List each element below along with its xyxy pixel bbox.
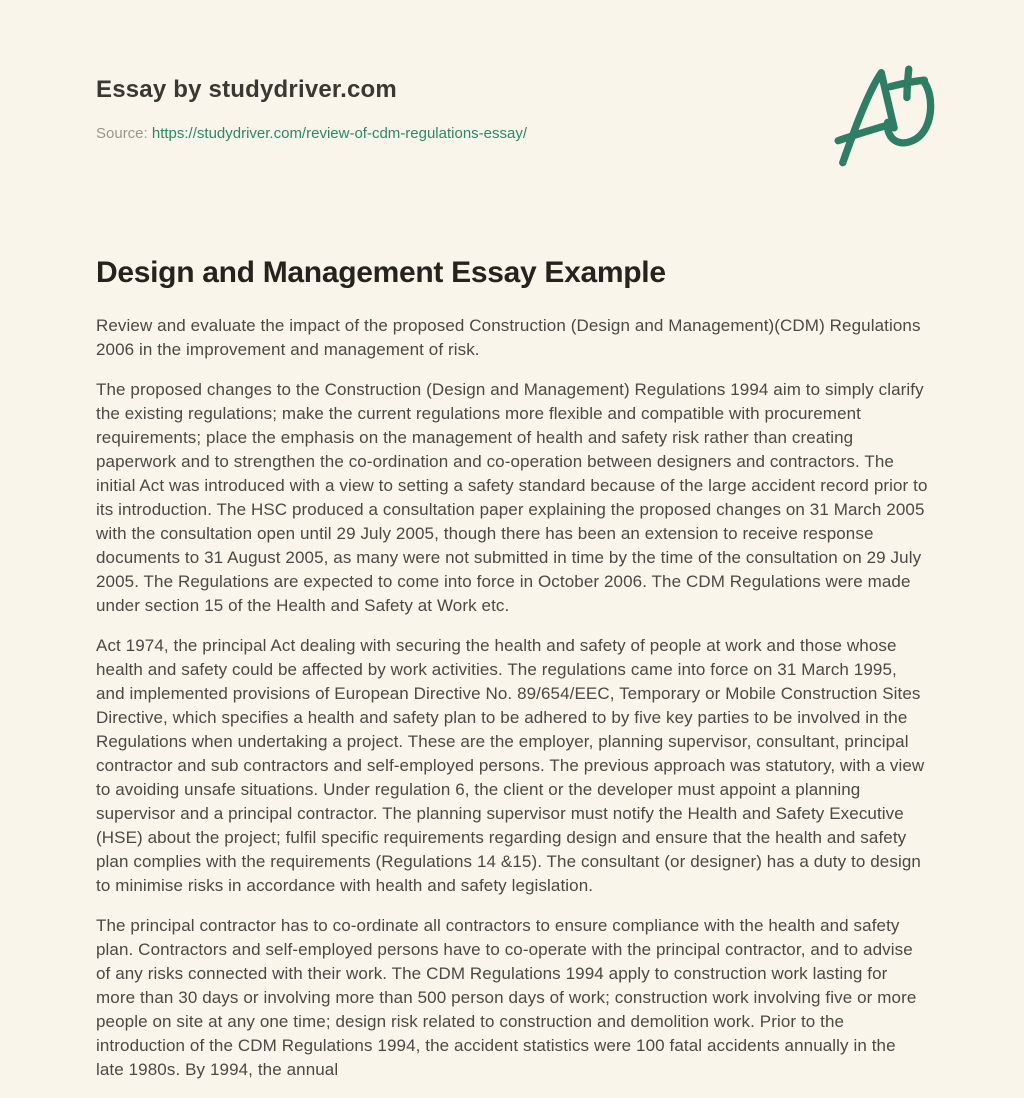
source-link[interactable]: https://studydriver.com/review-of-cdm-regulations-essay/ — [151, 125, 528, 142]
document-header — [96, 76, 928, 144]
source-label: Source: — [96, 125, 148, 142]
source-line — [96, 124, 928, 144]
essay-content — [96, 254, 928, 1082]
page-title: Essay by studydriver.com — [96, 76, 397, 103]
essay-paragraph-4: The principal contractor has to co-ordinate all contractors to ensure compliance with the health and safety plan. Contractors and self-employed persons have to co-operate with the principal contractor, and to advise of any risks connected with their work. The CDM Regulations 1994 apply to construction work lasting for more than 30 days or involving more than 500 person days of work; construction work involving five or more people on site at any one time; design risk related to construction and demolition work. Prior to the introduction of the CDM Regulations 1994, the accident statistics were 100 fatal accidents annually in the late 1980s. By 1994, the annual — [96, 916, 917, 1079]
essay-paragraph-3: Act 1974, the principal Act dealing with securing the health and safety of people at work and those whose health and safety could be affected by work activities. The regulations came into force on 31 March 1995, and implemented provisions of European Directive No. 89/654/EEC, Temporary or Mobile Construction Sites Directive, which specifies a health and safety plan to be adhered to by five key parties to be involved in the Regulations when undertaking a project. These are the employer, planning supervisor, consultant, principal contractor and sub contractors and self-employed persons. The previous approach was statutory, with a view to avoiding unsafe situations. Under regulation 6, the client or the developer must appoint a planning supervisor and a principal contractor. The planning supervisor must notify the Health and Safety Executive (HSE) about the project; fulfil specific requirements regarding design and ensure that the health and safety plan complies with the requirements (Regulations 14 &15). The consultant (or designer) has a duty to design to minimise risks in accordance with health and safety legislation. — [96, 636, 925, 895]
essay-body — [96, 314, 928, 1082]
essay-paragraph-2: The proposed changes to the Construction (Design and Management) Regulations 1994 aim to simply clarify the existing regulations; make the current regulations more flexible and compatible with procurement requirements; place the emphasis on the management of health and safety risk rather than creating paperwork and to strengthen the co-ordination and co-operation between designers and contractors. The initial Act was introduced with a view to setting a safety standard because of the large accident record prior to its introduction. The HSC produced a consultation paper explaining the proposed changes on 31 March 2005 with the consultation open until 29 July 2005, though there has been an extension to receive response documents to 31 August 2005, as many were not submitted in time by the time of the consultation on 29 July 2005. The Regulations are expected to come into force in October 2006. The CDM Regulations were made under section 15 of the Health and Safety at Work etc. — [96, 380, 928, 615]
essay-title: Design and Management Essay Example — [96, 256, 666, 289]
a-plus-logo-icon — [832, 60, 936, 170]
essay-paragraph-1: Review and evaluate the impact of the proposed Construction (Design and Management)(CDM) Regulations 2006 in the improvement and management of risk. — [96, 316, 921, 359]
